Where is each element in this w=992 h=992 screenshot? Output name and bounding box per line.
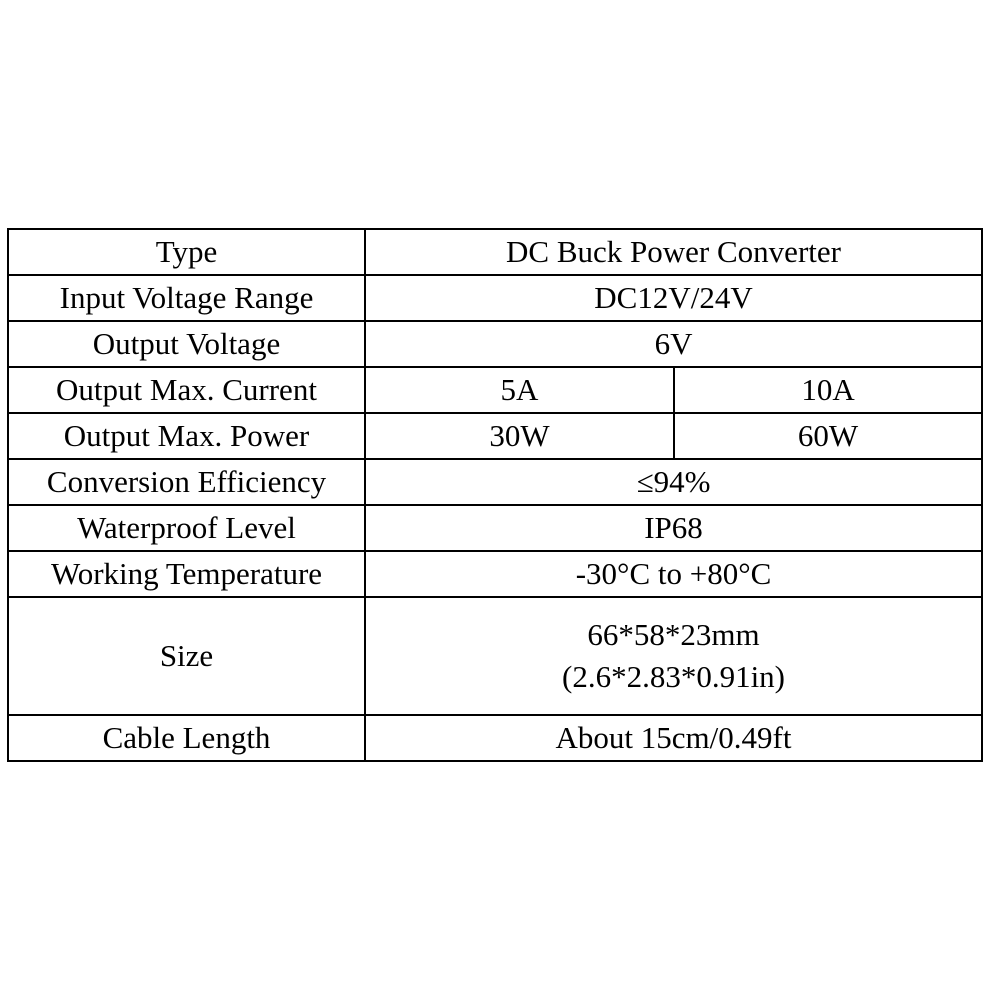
row-value: -30°C to +80°C <box>365 551 982 597</box>
row-label: Working Temperature <box>8 551 365 597</box>
size-mm-value: 66*58*23mm <box>587 617 760 653</box>
table-row <box>8 505 982 551</box>
table-row <box>8 367 982 413</box>
row-value: ≤94% <box>365 459 982 505</box>
row-label: Type <box>8 229 365 275</box>
row-value: 6V <box>365 321 982 367</box>
row-label: Size <box>8 597 365 715</box>
row-value: About 15cm/0.49ft <box>365 715 982 761</box>
size-in-value: (2.6*2.83*0.91in) <box>562 659 786 694</box>
row-label: Conversion Efficiency <box>8 459 365 505</box>
row-value-b: 10A <box>674 367 982 413</box>
row-value <box>365 597 982 715</box>
table-row <box>8 459 982 505</box>
row-value-b: 60W <box>674 413 982 459</box>
row-label: Input Voltage Range <box>8 275 365 321</box>
table-row <box>8 321 982 367</box>
table-row <box>8 715 982 761</box>
table-row <box>8 229 982 275</box>
row-value-a: 5A <box>365 367 674 413</box>
row-label: Cable Length <box>8 715 365 761</box>
row-label: Output Max. Current <box>8 367 365 413</box>
row-value: IP68 <box>365 505 982 551</box>
row-value: DC Buck Power Converter <box>365 229 982 275</box>
table-row <box>8 597 982 715</box>
table-row <box>8 413 982 459</box>
row-label: Output Voltage <box>8 321 365 367</box>
spec-table <box>7 228 983 762</box>
row-value: DC12V/24V <box>365 275 982 321</box>
row-label: Waterproof Level <box>8 505 365 551</box>
row-value-a: 30W <box>365 413 674 459</box>
table-row <box>8 551 982 597</box>
row-label: Output Max. Power <box>8 413 365 459</box>
table-row <box>8 275 982 321</box>
